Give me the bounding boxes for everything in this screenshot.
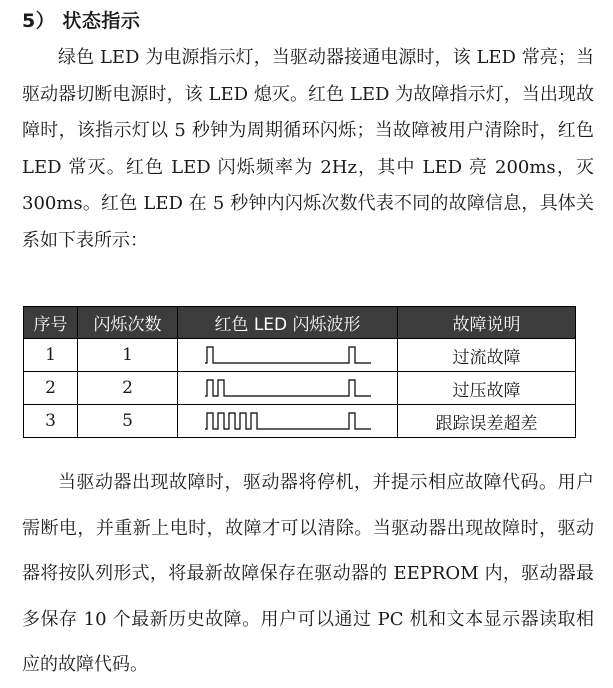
table-header-row [24,307,576,339]
row-fault-description: 过压故障 [398,372,576,405]
row-fault-description: 过流故障 [398,339,576,372]
row-waveform [178,339,398,372]
row-blink-count: 5 [78,405,178,438]
table-row [24,339,576,372]
fault-status-table [23,306,576,438]
header-fault-description: 故障说明 [398,307,576,339]
table-row [24,372,576,405]
waveform-trace [205,380,371,396]
waveform-graphic [203,410,373,432]
header-blink-count: 闪烁次数 [78,307,178,339]
row-blink-count: 2 [78,372,178,405]
row-index: 2 [24,372,78,405]
waveform-trace [205,347,371,363]
row-blink-count: 1 [78,339,178,372]
closing-paragraph: 当驱动器出现故障时，驱动器将停机，并提示相应故障代码。用户需断电，并重新上电时，故障才可以清除。当驱动器出现故障时，驱动器将按队列形式，将最新故障保存在驱动器的 EEPROM 内，驱动器最多保存 10 个最新历史故障。用户可以通过 PC 机和文本显示器读取相应的故障代码。 [22,472,594,676]
table-row [24,405,576,438]
section-heading: 5） 状态指示 [22,10,141,32]
row-waveform [178,372,398,405]
intro-paragraph: 绿色 LED 为电源指示灯，当驱动器接通电源时，该 LED 常亮；当驱动器切断电源时，该 LED 熄灭。红色 LED 为故障指示灯，当出现故障时，该指示灯以 5 秒钟为周期循环闪烁；当故障被用户清除时，红色 LED 常灭。红色 LED 闪烁频率为 2Hz，其中 LED 亮 200ms，灭 300ms。红色 LED 在 5 秒钟内闪烁次数代表不同的故障信息，具体关系如下表所示： [22,47,594,251]
row-fault-description: 跟踪误差超差 [398,405,576,438]
header-index: 序号 [24,307,78,339]
row-index: 1 [24,339,78,372]
waveform-trace [205,413,371,429]
waveform-graphic [203,377,373,399]
row-index: 3 [24,405,78,438]
header-waveform: 红色 LED 闪烁波形 [178,307,398,339]
waveform-graphic [203,344,373,366]
row-waveform [178,405,398,438]
